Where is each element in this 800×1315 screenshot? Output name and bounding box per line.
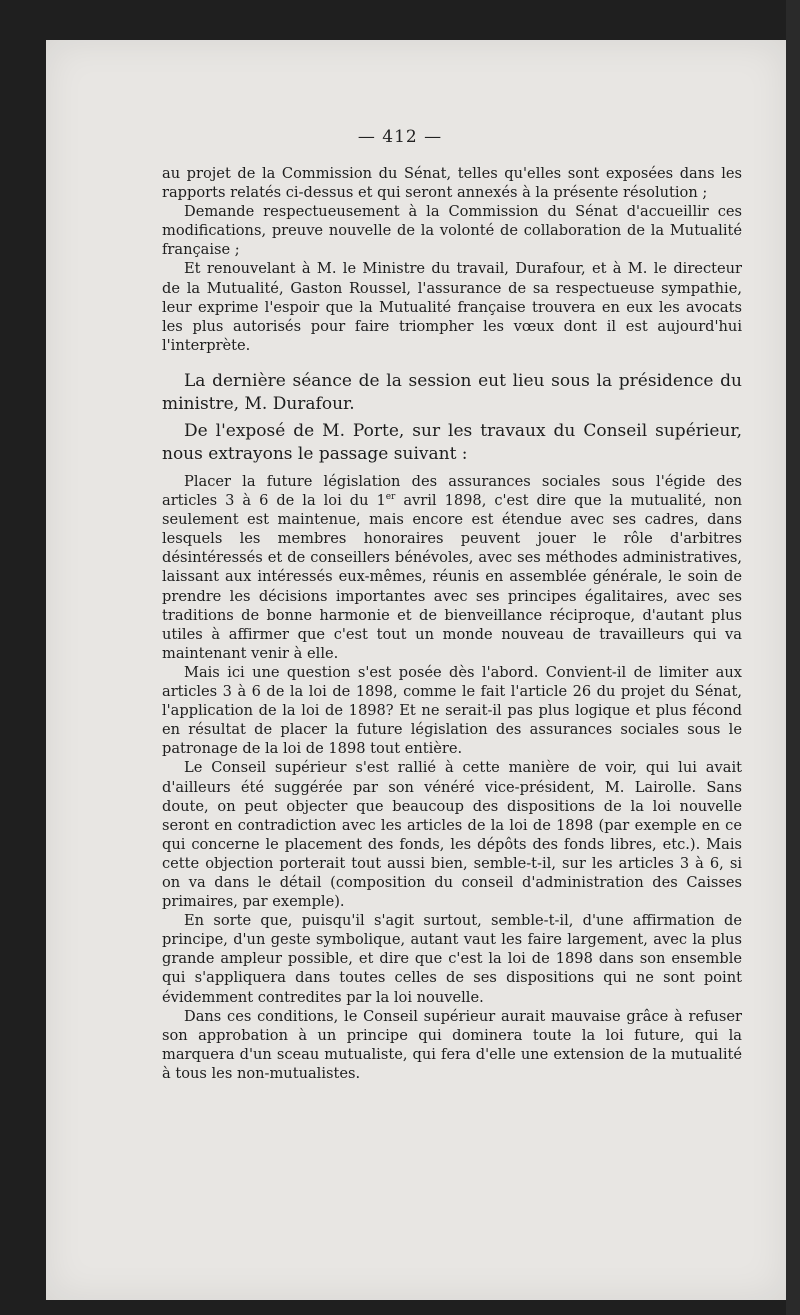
paragraph: Le Conseil supérieur s'est rallié à cette manière de voir, qui lui avait d'ailleurs été suggérée par son vénéré vice-président, M. Lairolle. Sans doute, on peut objecter que beaucoup des dispositions de la loi nouvelle seront en contradiction avec les articles de la loi de 1898 (par exemple en ce qui concerne le placement des fonds, les dépôts des fonds libres, etc.). Mais cette objection porterait tout aussi bien, semble-t-il, sur les articles 3 à 6, si on va dans le détail (composition du conseil d'administration des Caisses primaires, par exemple). <box>162 759 742 911</box>
paragraph: Mais ici une question s'est posée dès l'abord. Convient-il de limiter aux articles 3 à 6 de la loi de 1898, comme le fait l'article 26 du projet du Sénat, l'application de la loi de 1898? Et ne serait-il pas plus logique et plus fécond en résultat de placer la future législation des assurances sociales sous le patronage de la loi de 1898 tout entière. <box>162 663 742 758</box>
quoted-report-block <box>162 472 742 1083</box>
page-edge <box>786 0 800 1315</box>
paragraph: Et renouvelant à M. le Ministre du travail, Durafour, et à M. le directeur de la Mutualité, Gaston Roussel, l'assurance de sa respectueuse sympathie, leur exprime l'espoir que la Mutualité française trouvera en eux les avocats les plus autorisés pour faire triompher les vœux dont il est aujourd'hui l'interprète. <box>162 260 742 354</box>
paragraph: De l'exposé de M. Porte, sur les travaux du Conseil supérieur, nous extrayons le passage suivant : <box>162 421 742 464</box>
paragraph: au projet de la Commission du Sénat, telles qu'elles sont exposées dans les rapports relatés ci-dessus et qui seront annexés à la présente résolution ; <box>162 165 742 202</box>
text-run: avril 1898, c'est dire que la mutualité, non seulement est maintenue, mais encore est étendue avec ses cadres, dans lesquels les membres honoraires peuvent jouer le rôle d'arbitres désintéressés et de conseillers bénévoles, avec ses méthodes administratives, laissant aux intéressés eux-mêmes, réunis en assemblée générale, le soin de prendre les décisions importantes avec ses principes égalitaires, avec ses traditions de bonne harmonie et de bienveillance réciproque, d'autant plus utiles à affirmer que c'est tout un monde nouveau de travailleurs qui va maintenant venir à elle. <box>162 492 742 662</box>
superscript: er <box>385 492 396 503</box>
paragraph: Dans ces conditions, le Conseil supérieur aurait mauvaise grâce à refuser son approbation à un principe qui dominera toute la loi future, qui la marquera d'un sceau mutualiste, qui fera d'elle une extension de la mutualité à tous les non-mutualistes. <box>162 1007 742 1082</box>
paragraph: En sorte que, puisqu'il s'agit surtout, semble-t-il, d'une affirmation de principe, d'un geste symbolique, autant vaut les faire largement, avec la plus grande ampleur possible, et dire que c'est la loi de 1898 dans son ensemble qui s'appliquera dans toutes celles de ses dispositions qui ne sont point évidemment contredites par la loi nouvelle. <box>162 912 742 1006</box>
paragraph: Demande respectueusement à la Commission du Sénat d'accueillir ces modifications, preuve nouvelle de la volonté de collaboration de la Mutualité française ; <box>162 203 742 259</box>
page-number: — 412 — <box>357 127 443 147</box>
resolution-block <box>162 164 742 355</box>
paragraph: La dernière séance de la session eut lieu sous la présidence du ministre, M. Durafour. <box>162 371 742 414</box>
narrative-block <box>162 370 742 465</box>
paragraph <box>162 472 742 663</box>
text-run: Placer la future législation des assurances sociales sous l'égide des articles 3 à 6 de la loi du 1 <box>162 473 742 510</box>
